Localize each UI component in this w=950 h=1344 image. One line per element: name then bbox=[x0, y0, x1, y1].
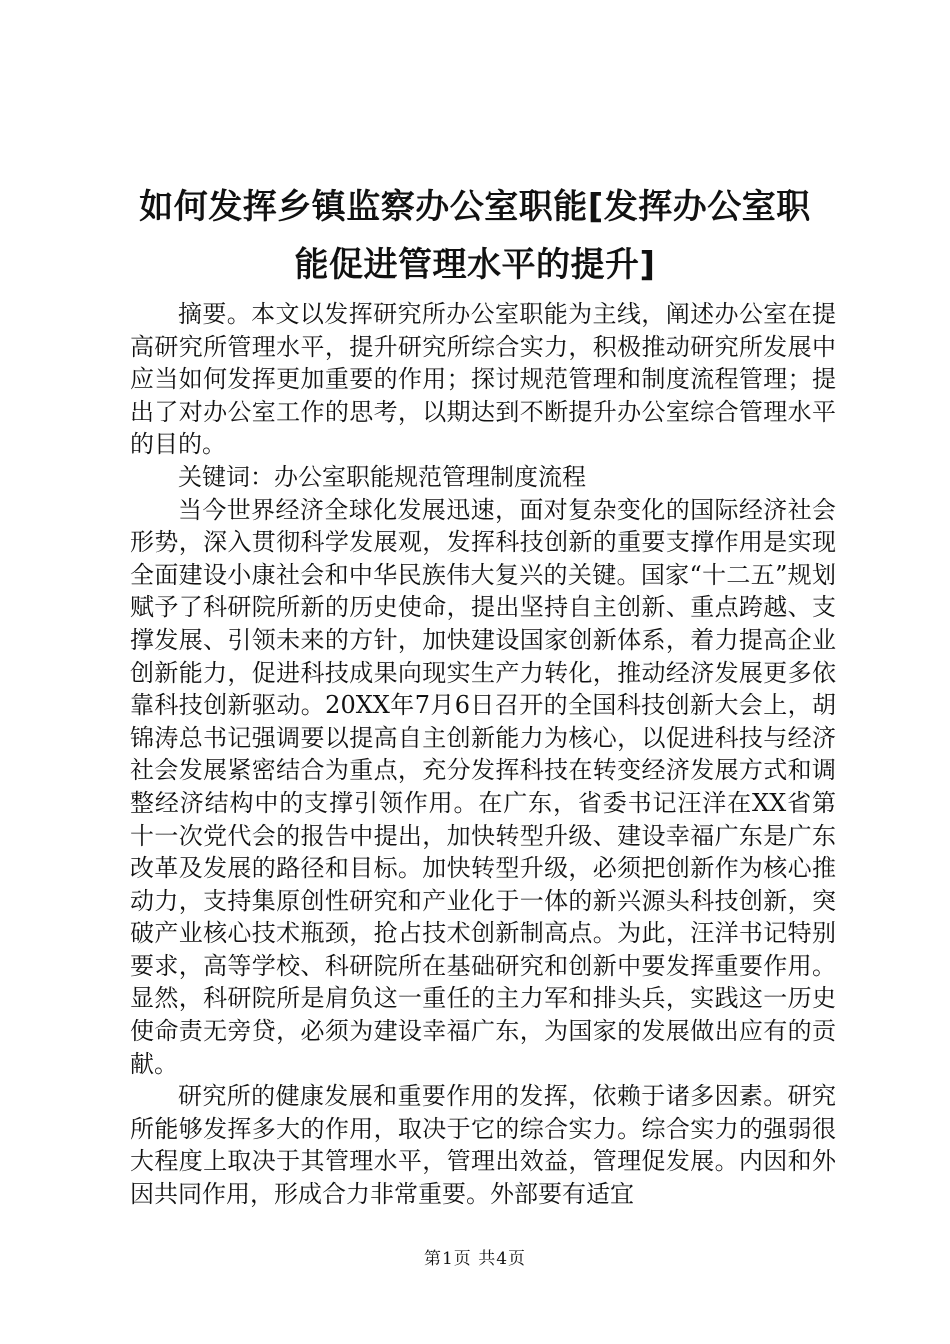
document-title bbox=[120, 178, 830, 294]
document-body bbox=[130, 298, 836, 1211]
title-line-1: 如何发挥乡镇监察办公室职能[发挥办公室职 bbox=[139, 187, 811, 227]
title-line-2: 能促进管理水平的提升] bbox=[294, 245, 656, 285]
page-footer: 第1页 共4页 bbox=[423, 1249, 527, 1269]
body-paragraph: 当今世界经济全球化发展迅速，面对复杂变化的国际经济社会形势，深入贯彻科学发展观，发挥科技创新的重要支撑作用是实现全面建设小康社会和中华民族伟大复兴的关键。国家“十二五”规划赋予了科研院所新的历史使命，提出坚持自主创新、重点跨越、支撑发展、引领未来的方针，加快建设国家创新体系，着力提高企业创新能力，促进科技成果向现实生产力转化，推动经济发展更多依靠科技创新驱动。20XX年7月6日召开的全国科技创新大会上，胡锦涛总书记强调要以提高自主创新能力为核心，以促进科技与经济社会发展紧密结合为重点，充分发挥科技在转变经济发展方式和调整经济结构中的支撑引领作用。在广东，省委书记汪洋在XX省第十一次党代会的报告中提出，加快转型升级、建设幸福广东是广东改革及发展的路径和目标。加快转型升级，必须把创新作为核心推动力，支持集原创性研究和产业化于一体的新兴源头科技创新，突破产业核心技术瓶颈，抢占技术创新制高点。为此，汪洋书记特别要求，高等学校、科研院所在基础研究和创新中要发挥重要作用。显然，科研院所是肩负这一重任的主力军和排头兵，实践这一历史使命责无旁贷，必须为建设幸福广东，为国家的发展做出应有的贡献。 bbox=[130, 495, 836, 1078]
abstract-paragraph: 摘要。本文以发挥研究所办公室职能为主线，阐述办公室在提高研究所管理水平，提升研究所综合实力，积极推动研究所发展中应当如何发挥更加重要的作用；探讨规范管理和制度流程管理；提出了对办公室工作的思考，以期达到不断提升办公室综合管理水平的目的。 bbox=[130, 300, 836, 459]
body-paragraph: 研究所的健康发展和重要作用的发挥，依赖于诸多因素。研究所能够发挥多大的作用，取决于它的综合实力。综合实力的强弱很大程度上取决于其管理水平，管理出效益，管理促发展。内因和外因共同作用，形成合力非常重要。外部要有适宜 bbox=[130, 1082, 836, 1209]
keywords-line: 关键词：办公室职能规范管理制度流程 bbox=[178, 462, 586, 491]
